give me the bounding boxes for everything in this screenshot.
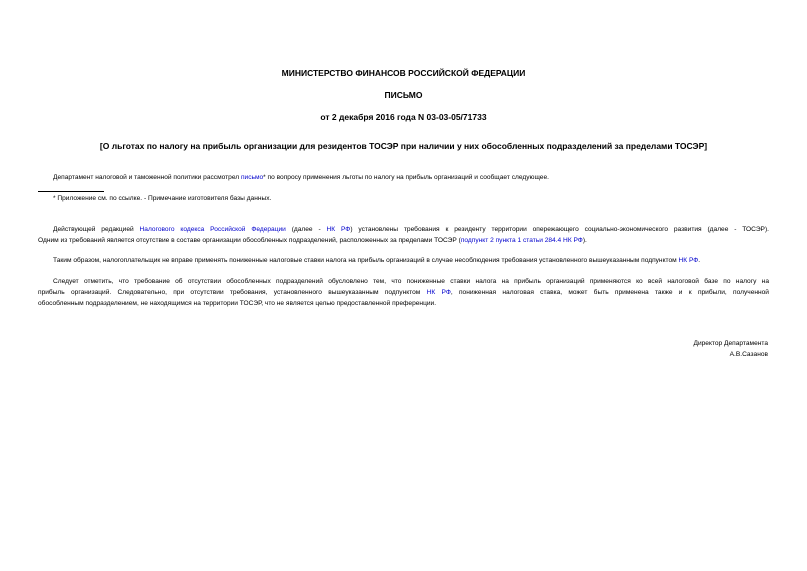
footnote-text: * Приложение см. по ссылке. - Примечание изготовителя базы данных. — [53, 195, 272, 202]
tax-code-link[interactable]: Налогового кодекса Российской Федерации — [139, 226, 286, 233]
signatory-name: А.В.Сазанов — [729, 351, 768, 358]
article-284-4-link[interactable]: подпункт 2 пункта 1 статьи 284.4 НК РФ — [460, 237, 583, 244]
nk-rf-link[interactable]: НК РФ — [326, 226, 351, 233]
intro-paragraph — [38, 172, 769, 183]
ministry-heading: МИНИСТЕРСТВО ФИНАНСОВ РОССИЙСКОЙ ФЕДЕРАЦИИ — [281, 68, 526, 78]
p1-text-1: Действующей редакцией — [53, 226, 140, 233]
p3-line-3: обособленным подразделением, не находящимся на территории ТОСЭР, что не является целью предоставленной преференции. — [38, 300, 437, 307]
document-subject: [О льготах по налогу на прибыль организации для резидентов ТОСЭР при наличии у них обособленных подразделений за пределами ТОСЭР] — [99, 141, 708, 151]
paragraph-note — [38, 276, 769, 309]
p1-text-5: ). — [582, 237, 587, 244]
p3-line-1: Следует отметить, что требование об отсутствии обособленных подразделений обусловлено тем, что пониженные ставки налога на прибыль организаций применяются ко всей налоговой базе по налогу на — [53, 278, 769, 285]
signatory-position: Директор Департамента — [693, 340, 768, 347]
letter-link[interactable]: письмо — [240, 174, 264, 181]
nk-rf-link-2[interactable]: НК РФ — [678, 257, 699, 264]
document-type-heading: ПИСЬМО — [384, 90, 423, 100]
document-date-number: от 2 декабря 2016 года N 03-03-05/71733 — [320, 112, 487, 122]
nk-rf-link-3[interactable]: НК РФ — [426, 289, 451, 296]
p1-text-3: ) установлены требования к резиденту территории опережающего социально-экономического развития (далее - ТОСЭР). — [350, 226, 769, 233]
footnote-divider — [38, 191, 104, 192]
p3-line-2 — [38, 287, 769, 298]
p3-text-3: , пониженная налоговая ставка, может быть применена также и к прибыли, полученной — [450, 289, 769, 296]
paragraph-conclusion — [38, 255, 769, 266]
intro-text-before: Департамент налоговой и таможенной политики рассмотрел — [53, 174, 241, 181]
p1-text-4: Одним из требований является отсутствие в составе организации обособленных подразделений, расположенных за пределами ТОСЭР ( — [38, 237, 461, 244]
p1-text-2: (далее - — [285, 226, 327, 233]
p3-text-2: прибыль организаций. Следовательно, при отсутствии требования, установленного вышеуказанным подпунктом — [38, 289, 427, 296]
intro-text-after: * по вопросу применения льготы по налогу на прибыль организаций и сообщает следующее. — [263, 174, 549, 181]
p2-text-2: . — [698, 257, 701, 264]
signature-block — [693, 338, 768, 360]
p2-text-1: Таким образом, налогоплательщик не вправе применять пониженные налоговые ставки налога на прибыль организаций в случае несоблюдения требования установленного вышеуказанным подпунктом — [53, 257, 679, 264]
footnote — [38, 193, 769, 204]
paragraph-requirements — [38, 224, 769, 246]
